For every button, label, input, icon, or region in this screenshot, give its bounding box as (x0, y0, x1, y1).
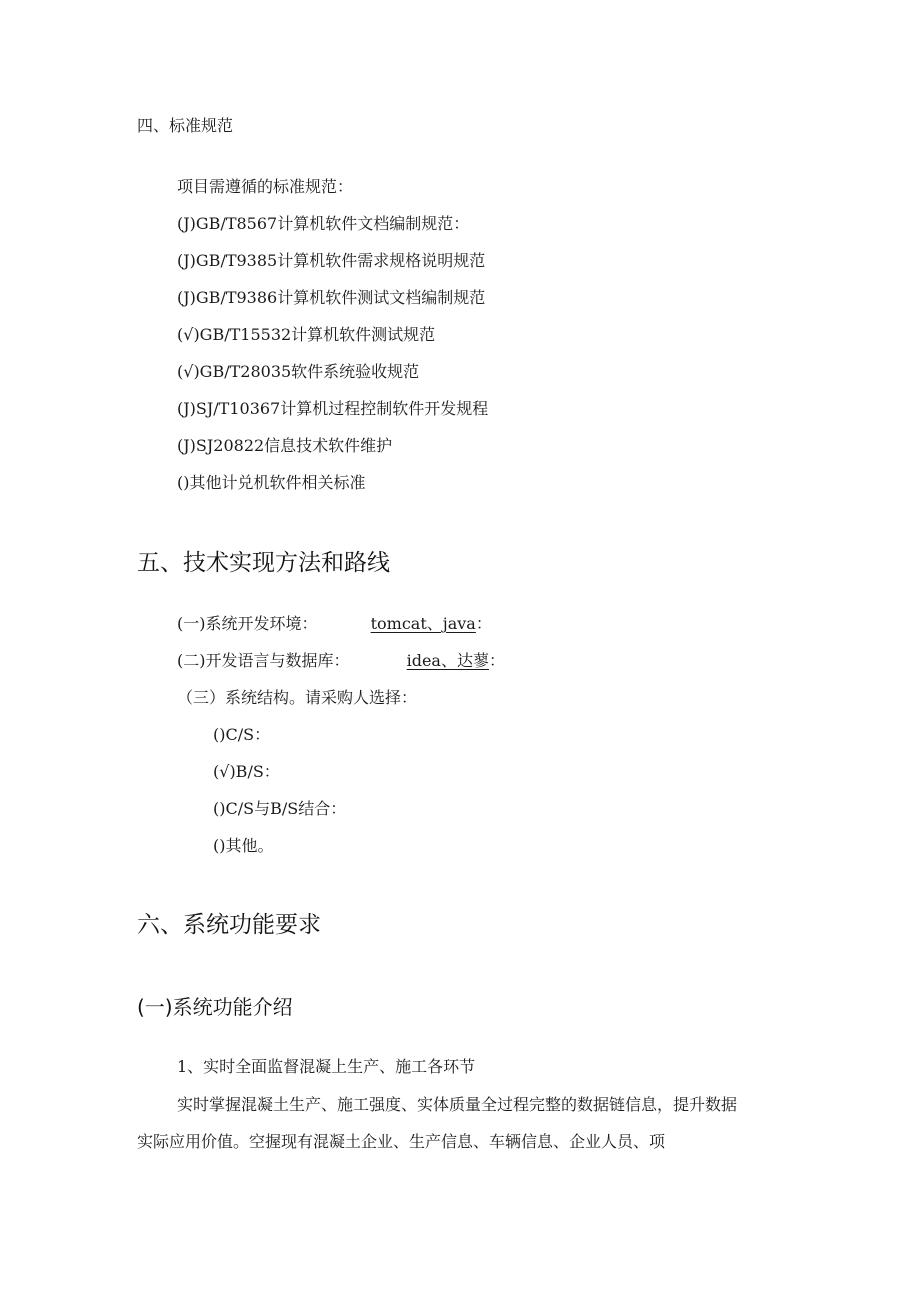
section4-heading: 四、标准规范 (137, 116, 234, 135)
dev-lang-value: idea、达蓼 (406, 651, 489, 670)
section6-subheading: (一)系统功能介绍 (137, 995, 293, 1019)
dev-lang-suffix: ： (488, 651, 505, 670)
standard-item: (√)GB/T28035软件系统验收规范 (177, 362, 420, 381)
dev-env-label: (一)系统开发环境： (177, 614, 318, 633)
structure-option: ()C/S与B/S结合： (213, 799, 347, 818)
function-item-title: 1、实时全面监督混凝上生产、施工各环节 (177, 1057, 476, 1076)
structure-option: (√)B/S： (213, 762, 280, 781)
standard-item: (J)SJ/T10367计算机过程控制软件开发规程 (177, 399, 489, 418)
dev-lang-label: (二)开发语言与数据库： (177, 651, 350, 670)
section6-heading: 六、系统功能要求 (137, 912, 321, 938)
dev-env-value: tomcat、java (370, 614, 476, 633)
dev-env-line (177, 613, 492, 635)
standard-item: ()其他计兑机软件相关标准 (177, 473, 366, 492)
dev-lang-line (177, 650, 505, 672)
section5-heading: 五、技术实现方法和路线 (137, 550, 390, 576)
structure-option: ()其他。 (213, 836, 274, 855)
standard-item: (J)GB/T9385计算机软件需求规格说明规范 (177, 251, 486, 270)
standard-item: (J)GB/T8567计算机软件文档编制规范： (177, 214, 470, 233)
standard-item: (J)SJ20822信息技术软件维护 (177, 436, 393, 455)
standard-item: (J)GB/T9386计算机软件测试文档编制规范 (177, 288, 486, 307)
section4-intro: 项目需遵循的标准规范： (177, 177, 354, 196)
paragraph-line: 实际应用价值。空握现有混凝土企业、生产信息、车辆信息、企业人员、项 (137, 1132, 666, 1151)
structure-option: ()C/S： (213, 725, 271, 744)
paragraph-line: 实时掌握混凝土生产、施工强度、实体质量全过程完整的数据链信息，提升数据 (177, 1095, 738, 1114)
dev-env-suffix: ： (475, 614, 492, 633)
system-structure-label: （三）系统结构。请采购人选择： (177, 688, 418, 707)
standard-item: (√)GB/T15532计算机软件测试规范 (177, 325, 436, 344)
